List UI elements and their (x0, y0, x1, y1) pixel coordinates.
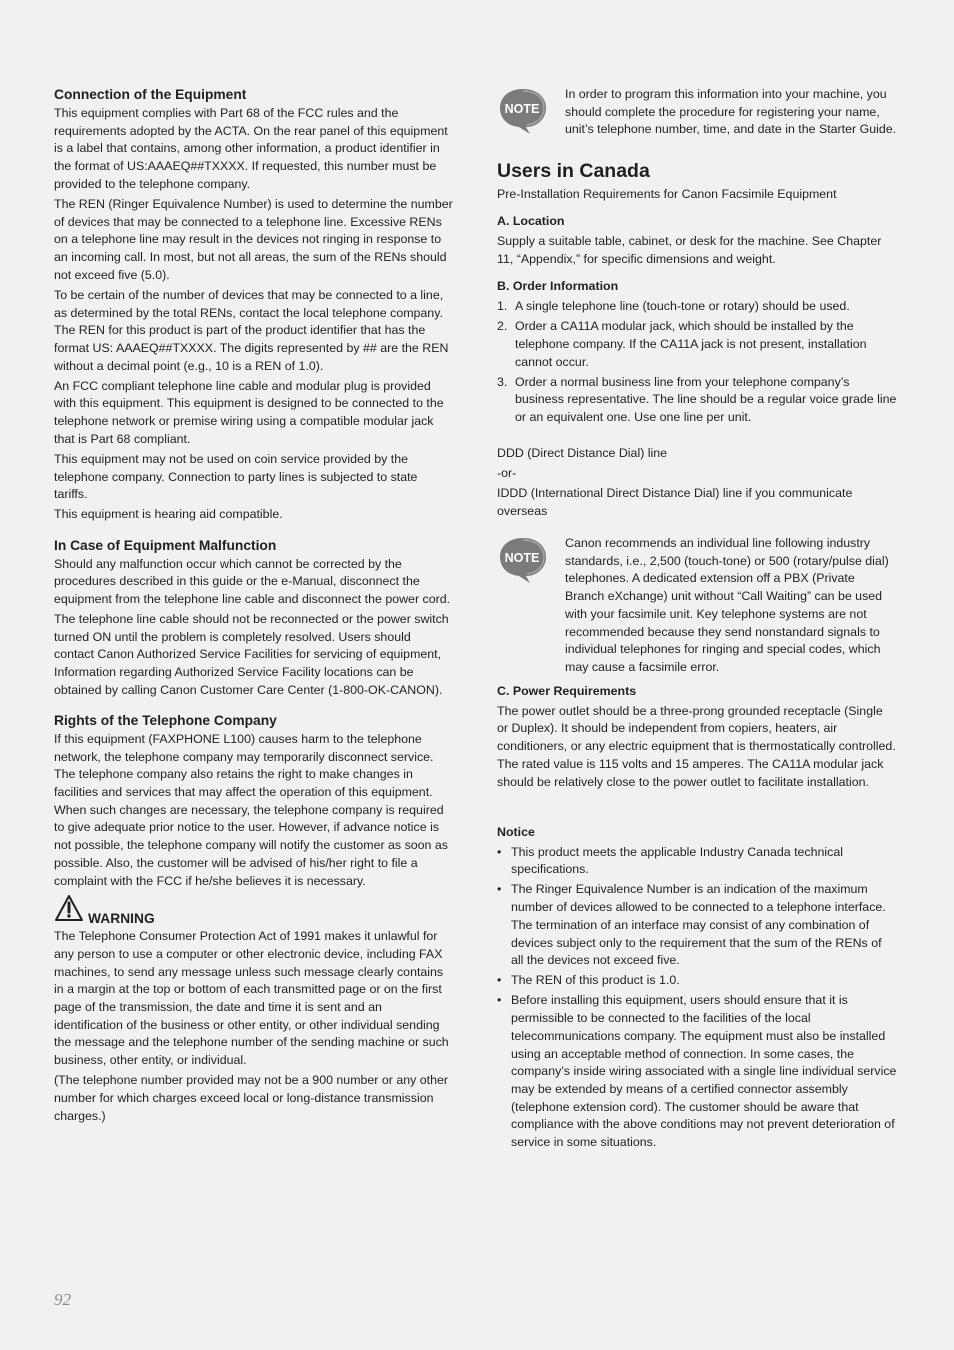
line-type: DDD (Direct Distance Dial) line (497, 446, 668, 461)
notice-item: • The Ringer Equivalence Number is an indication of the maximum number of devices allowed to be connected to a telephone interface. The termination of an interface may consist of any combination of devices subject only to the requirement that the sum of the RENs of all the devices not exceed five. (497, 882, 886, 968)
warning-triangle-icon (54, 894, 84, 927)
connection-paragraph: The REN (Ringer Equivalence Number) is used to determine the number of devices that may be connected to a telephone line. Excessive RENs on a telephone line may result in the devices not ringing in response to an incoming call. In most, but not all areas, the sum of the RENs should not exceed five (5.0). (54, 196, 453, 282)
svg-text:NOTE: NOTE (504, 102, 540, 116)
line-type: IDDD (International Direct Distance Dial) line if you communicate overseas (497, 486, 853, 518)
connection-paragraph: An FCC compliant telephone line cable and modular plug is provided with this equipment. This equipment is designed to be connected to the telephone network or premise wiring using a compatible modular jack that is Part 68 compliant. (54, 378, 444, 446)
left-column (54, 86, 454, 1128)
notice-list (497, 844, 897, 1152)
order-item: 3. Order a normal business line from your telephone company’s business representative. The line should be a regular voice grade line or an equivalent one. Use one line per unit. (497, 374, 897, 424)
connection-paragraph: This equipment may not be used on coin service provided by the telephone company. Connection to party lines is subjected to state tariffs. (54, 451, 418, 502)
warning-label: WARNING (88, 911, 155, 927)
order-list (497, 298, 897, 427)
warning-paragraph: (The telephone number provided may not be a 900 number or any other number for which charges exceed local or long-distance transmission charges.) (54, 1073, 448, 1123)
warning-paragraph: The Telephone Consumer Protection Act of 1991 makes it unlawful for any person to use a computer or other electronic device, including FAX machines, to send any message unless such message clearly contains in a margin at the top or bottom of each transmitted page or on the first page of the transmission, the date and time it is sent and an identification of the business or other entity, or other individual sending the message and the telephone number of the sending machine or such business, other entity, or individual. (54, 929, 449, 1068)
power-text: The power outlet should be a three-prong grounded receptacle (Single or Duplex). It should be independent from copiers, heaters, air conditioners, or any electric equipment that is thermostatically controlled. The rated value is 115 volts and 15 amperes. The CA11A modular jack should be relatively close to the power outlet to facilitate installation. (497, 703, 896, 789)
note-text: Canon recommends an individual line following industry standards, i.e., 2,500 (touch-tone) or 500 (rotary/pulse dial) telephones. A dedicated extension off a PBX (Private Branch eXchange) unit without “Call Waiting” can be used with your facsimile unit. Key telephone systems are not recommended because they send nonstandard signals to individual telephones for ringing and special codes, which may cause a facsimile error. (565, 536, 889, 674)
section-subtitle: Pre-Installation Requirements for Canon Facsimile Equipment (497, 187, 837, 202)
rights-paragraph: If this equipment (FAXPHONE L100) causes harm to the telephone network, the telephone company may temporarily disconnect service. The telephone company also retains the right to make changes in facilities and services that may affect the operation of this equipment. When such changes are necessary, the telephone company is required to give adequate prior notice to the user. However, if advance notice is not possible, the telephone company will notify the customer as soon as possible. Also, the customer will be advised of his/her right to file a complaint with the FCC if he/she believes it is necessary. (54, 731, 448, 888)
note-icon (497, 86, 549, 136)
notice-heading: Notice (497, 824, 535, 839)
note-text: In order to program this information into your machine, you should complete the procedure for registering your name, unit’s telephone number, time, and date in the Starter Guide. (565, 87, 897, 137)
note-badge (497, 86, 565, 136)
note-icon (497, 535, 549, 585)
page-number: 92 (54, 1290, 71, 1309)
order-item: 1. A single telephone line (touch-tone or rotary) should be used. (497, 299, 850, 313)
connection-paragraph: This equipment complies with Part 68 of the FCC rules and the requirements adopted by the ACTA. On the rear panel of this equipment is a label that contains, among other information, a product identifier in the format of US:AAAEQ##TXXXX. If requested, this number must be provided to the telephone company. (54, 106, 448, 191)
notice-item: • The REN of this product is 1.0. (497, 973, 680, 988)
order-item: 2. Order a CA11A modular jack, which should be installed by the telephone company. If the CA11A jack is not present, installation cannot occur. (497, 319, 867, 369)
notice-item: • This product meets the applicable Industry Canada technical specifications. (497, 844, 843, 877)
notice-item: • Before installing this equipment, users should ensure that it is permissible to be connected to the facilities of the local telecommunications company. The equipment must also be installed using an acceptable method of connection. In some cases, the company’s inside wiring associated with a single line individual service may be extended by means of a certified connector assembly (telephone extension cord). The customer should be aware that compliance with the above conditions may not prevent deterioration of service in some situations. (497, 993, 897, 1150)
svg-text:NOTE: NOTE (504, 551, 540, 566)
power-heading: C. Power Requirements (497, 683, 637, 698)
line-or: -or- (497, 466, 517, 481)
location-text: Supply a suitable table, cabinet, or desk for the machine. See Chapter 11, “Appendix,” for specific dimensions and weight. (497, 234, 882, 266)
note-box (497, 86, 897, 139)
section-title: Users in Canada (497, 160, 650, 183)
location-heading: A. Location (497, 214, 565, 229)
warning-header (54, 894, 454, 927)
connection-paragraph: This equipment is hearing aid compatible. (54, 507, 283, 522)
malfunction-paragraph: Should any malfunction occur which cannot be corrected by the procedures described in this guide or the e-Manual, disconnect the equipment from the telephone line cable and disconnect the power cord. (54, 556, 451, 606)
connection-heading: Connection of the Equipment (54, 87, 247, 102)
order-heading: B. Order Information (497, 279, 619, 293)
rights-heading: Rights of the Telephone Company (54, 712, 277, 728)
note-badge (497, 535, 565, 585)
malfunction-heading: In Case of Equipment Malfunction (54, 537, 277, 553)
right-column (497, 86, 897, 1154)
note-box (497, 535, 897, 677)
malfunction-paragraph: The telephone line cable should not be reconnected or the power switch turned ON until the problem is completely resolved. Users should contact Canon Authorized Service Facilities for servicing of equipment, Information regarding Authorized Service Facility locations can be obtained by calling Canon Customer Care Center (1-800-OK-CANON). (54, 612, 449, 697)
connection-paragraph: To be certain of the number of devices that may be connected to a line, as determined by the total RENs, contact the local telephone company. The REN for this product is part of the product identifier that has the format US: AAAEQ##TXXXX. The digits represented by ## are the REN without a decimal point (e.g., 10 is a REN of 1.0). (54, 287, 449, 373)
